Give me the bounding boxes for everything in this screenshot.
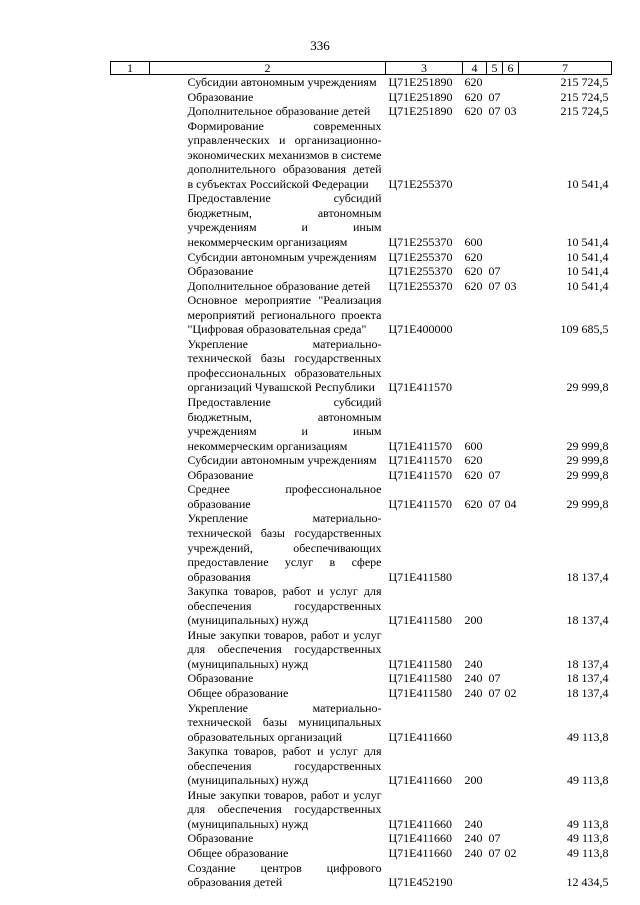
- cell-subsection: [503, 293, 519, 337]
- cell-section: [487, 628, 503, 672]
- cell-subsection: [503, 90, 519, 105]
- cell-amount: 49 113,8: [566, 773, 609, 788]
- cell-subsection: [503, 264, 519, 279]
- cell-expense-type: 620: [464, 453, 483, 468]
- cell-target-code: Ц71Е411570: [388, 438, 453, 453]
- table-row: [111, 453, 612, 468]
- cell-section: [487, 395, 503, 453]
- cell-subsection: [503, 744, 519, 788]
- header-col-7: 7: [519, 62, 612, 75]
- cell-section: [487, 293, 503, 337]
- cell-index: [111, 191, 150, 249]
- cell-amount: 49 113,8: [566, 729, 609, 744]
- cell-name: Образование: [187, 671, 254, 686]
- cell-index: [111, 293, 150, 337]
- cell-name: Создание центров цифрового образования детей: [187, 860, 382, 890]
- cell-amount: 18 137,4: [566, 613, 609, 628]
- cell-subsection: 02: [504, 685, 517, 700]
- cell-section: 07: [488, 89, 501, 104]
- cell-target-code: Ц71Е411660: [388, 845, 453, 860]
- cell-expense-type: 240: [464, 685, 483, 700]
- table-row: [111, 395, 612, 453]
- cell-section: [487, 453, 503, 468]
- cell-section: 07: [488, 671, 501, 686]
- table-row: [111, 90, 612, 105]
- cell-name: Укрепление материально-технической базы государственных профессиональных образовательных организаций Чувашской Республики: [187, 336, 382, 395]
- cell-name: Субсидии автономным учреждениям: [187, 75, 377, 89]
- cell-index: [111, 337, 150, 395]
- cell-name: Субсидии автономным учреждениям: [187, 249, 377, 264]
- table-row: [111, 846, 612, 861]
- cell-section: [487, 250, 503, 265]
- header-col-5: 5: [487, 62, 503, 75]
- cell-amount: 29 999,8: [566, 438, 609, 453]
- header-col-6: 6: [503, 62, 519, 75]
- cell-subsection: [503, 584, 519, 628]
- cell-index: [111, 831, 150, 846]
- cell-section: [487, 191, 503, 249]
- cell-expense-type: 240: [464, 816, 483, 831]
- cell-index: [111, 468, 150, 483]
- cell-expense-type: [463, 293, 487, 337]
- cell-subsection: [503, 628, 519, 672]
- cell-target-code: Ц71Е411580: [388, 613, 453, 628]
- cell-index: [111, 846, 150, 861]
- cell-target-code: Ц71Е411570: [388, 453, 453, 468]
- cell-section: 07: [488, 685, 501, 700]
- cell-subsection: [503, 119, 519, 192]
- cell-amount: 10 541,4: [566, 278, 609, 293]
- cell-expense-type: 620: [464, 89, 483, 104]
- table-row: [111, 628, 612, 672]
- table-row: [111, 250, 612, 265]
- table-row: [111, 279, 612, 294]
- header-col-4: 4: [463, 62, 487, 75]
- cell-section: [487, 788, 503, 832]
- cell-subsection: [503, 788, 519, 832]
- cell-index: [111, 671, 150, 686]
- cell-subsection: [503, 191, 519, 249]
- cell-expense-type: 620: [464, 496, 483, 511]
- cell-index: [111, 788, 150, 832]
- cell-name: Предоставление субсидий бюджетным, автономным учреждениям и иным некоммерческим организациям: [187, 395, 382, 453]
- table-row: [111, 104, 612, 119]
- cell-target-code: Ц71Е452190: [388, 875, 453, 890]
- cell-section: [487, 744, 503, 788]
- cell-name: Образование: [187, 264, 254, 279]
- cell-name: Субсидии автономным учреждениям: [187, 453, 377, 468]
- cell-expense-type: [463, 861, 487, 890]
- cell-section: [487, 119, 503, 192]
- cell-name: Укрепление материально-технической базы муниципальных образовательных организаций: [187, 700, 382, 744]
- cell-target-code: Ц71Е251890: [388, 104, 453, 119]
- cell-index: [111, 511, 150, 584]
- cell-index: [111, 744, 150, 788]
- cell-subsection: [503, 701, 519, 745]
- cell-expense-type: 600: [464, 235, 483, 250]
- cell-name: Основное мероприятие "Реализация мероприятий регионального проекта "Цифровая образовательная среда": [187, 293, 382, 337]
- cell-name: Формирование современных управленческих и организационно-экономических механизмов в системе дополнительного образования детей в субъектах Российской Федерации: [187, 118, 382, 191]
- cell-amount: 18 137,4: [566, 656, 609, 671]
- cell-subsection: [503, 511, 519, 584]
- cell-target-code: Ц71Е255370: [388, 278, 453, 293]
- cell-subsection: 02: [504, 845, 517, 860]
- table-row: [111, 482, 612, 511]
- cell-amount: 49 113,8: [566, 831, 609, 846]
- table-row: [111, 861, 612, 890]
- cell-expense-type: 240: [464, 656, 483, 671]
- cell-target-code: Ц71Е411570: [388, 467, 453, 482]
- cell-target-code: Ц71Е411580: [388, 656, 453, 671]
- cell-expense-type: [463, 701, 487, 745]
- cell-name: Дополнительное образование детей: [187, 104, 371, 119]
- cell-name: Дополнительное образование детей: [187, 278, 371, 293]
- cell-expense-type: 240: [464, 831, 483, 846]
- cell-subsection: [503, 395, 519, 453]
- header-col-2: 2: [150, 62, 386, 75]
- cell-name: Укрепление материально-технической базы государственных учреждений, обеспечивающих предоставление услуг в сфере образования: [187, 511, 382, 584]
- cell-section: 07: [488, 831, 501, 846]
- cell-section: 07: [488, 496, 501, 511]
- cell-amount: 10 541,4: [566, 264, 609, 279]
- cell-subsection: [503, 468, 519, 483]
- cell-name: Иные закупки товаров, работ и услуг для обеспечения государственных (муниципальных) нужд: [187, 787, 382, 831]
- cell-section: 07: [488, 104, 501, 119]
- cell-target-code: Ц71Е411580: [388, 685, 453, 700]
- cell-amount: 18 137,4: [566, 671, 609, 686]
- table-row: [111, 75, 612, 90]
- cell-subsection: [503, 831, 519, 846]
- cell-subsection: [503, 250, 519, 265]
- cell-name: Закупка товаров, работ и услуг для обеспечения государственных (муниципальных) нужд: [187, 584, 382, 628]
- cell-name: Образование: [187, 467, 254, 482]
- cell-name: Среднее профессиональное образование: [187, 482, 382, 511]
- cell-index: [111, 279, 150, 294]
- cell-target-code: Ц71Е251890: [388, 89, 453, 104]
- cell-expense-type: 200: [464, 773, 483, 788]
- cell-expense-type: [463, 337, 487, 395]
- cell-subsection: [503, 671, 519, 686]
- cell-index: [111, 701, 150, 745]
- cell-name: Закупка товаров, работ и услуг для обеспечения государственных (муниципальных) нужд: [187, 744, 382, 788]
- cell-target-code: Ц71Е411660: [388, 729, 453, 744]
- cell-index: [111, 453, 150, 468]
- cell-amount: 10 541,4: [566, 249, 609, 264]
- cell-amount: 215 724,5: [560, 104, 609, 119]
- cell-section: [487, 584, 503, 628]
- cell-section: [487, 75, 503, 90]
- cell-amount: 109 685,5: [560, 322, 609, 337]
- table-row: [111, 264, 612, 279]
- cell-target-code: Ц71Е400000: [388, 322, 453, 337]
- table-row: [111, 337, 612, 395]
- cell-expense-type: [463, 511, 487, 584]
- cell-target-code: Ц71Е411580: [388, 569, 453, 584]
- cell-index: [111, 584, 150, 628]
- cell-amount: 49 113,8: [566, 816, 609, 831]
- cell-index: [111, 628, 150, 672]
- cell-index: [111, 686, 150, 701]
- table-row: [111, 686, 612, 701]
- cell-target-code: Ц71Е411660: [388, 816, 453, 831]
- cell-name: Общее образование: [187, 845, 289, 860]
- cell-expense-type: 620: [464, 278, 483, 293]
- cell-amount: 215 724,5: [560, 89, 609, 104]
- cell-target-code: Ц71Е255370: [388, 176, 453, 191]
- header-col-1: 1: [111, 62, 150, 75]
- cell-index: [111, 75, 150, 90]
- cell-name: Иные закупки товаров, работ и услуг для обеспечения государственных (муниципальных) нужд: [187, 627, 382, 671]
- cell-expense-type: 620: [464, 104, 483, 119]
- cell-name: Образование: [187, 89, 254, 104]
- table-row: [111, 119, 612, 192]
- cell-target-code: Ц71Е255370: [388, 264, 453, 279]
- page-number: 336: [310, 38, 330, 53]
- cell-subsection: 04: [504, 496, 517, 511]
- cell-target-code: Ц71Е411570: [388, 380, 453, 395]
- cell-index: [111, 482, 150, 511]
- cell-name: Предоставление субсидий бюджетным, автономным учреждениям и иным некоммерческим организациям: [187, 191, 382, 250]
- cell-subsection: 03: [504, 104, 517, 119]
- cell-section: [487, 861, 503, 890]
- cell-target-code: Ц71Е411570: [388, 496, 453, 511]
- cell-section: [487, 701, 503, 745]
- table-row: [111, 511, 612, 584]
- table-row: [111, 788, 612, 832]
- cell-amount: 29 999,8: [566, 380, 609, 395]
- cell-amount: 18 137,4: [566, 569, 609, 584]
- cell-index: [111, 90, 150, 105]
- table-row: [111, 293, 612, 337]
- table-row: [111, 744, 612, 788]
- header-row: [111, 62, 612, 75]
- table-row: [111, 191, 612, 249]
- cell-index: [111, 119, 150, 192]
- cell-amount: 12 434,5: [566, 875, 609, 890]
- table-row: [111, 671, 612, 686]
- cell-expense-type: 600: [464, 438, 483, 453]
- cell-section: 07: [488, 845, 501, 860]
- cell-subsection: [503, 861, 519, 890]
- cell-expense-type: 620: [464, 467, 483, 482]
- cell-section: [487, 337, 503, 395]
- cell-target-code: Ц71Е255370: [388, 235, 453, 250]
- header-col-3: 3: [386, 62, 463, 75]
- table-row: [111, 468, 612, 483]
- cell-amount: 49 113,8: [566, 845, 609, 860]
- cell-target-code: Ц71Е411660: [388, 831, 453, 846]
- cell-section: 07: [488, 264, 501, 279]
- budget-table: [110, 61, 612, 890]
- cell-target-code: Ц71Е255370: [388, 249, 453, 264]
- cell-amount: 29 999,8: [566, 467, 609, 482]
- cell-section: [487, 511, 503, 584]
- cell-amount: 29 999,8: [566, 496, 609, 511]
- table-row: [111, 831, 612, 846]
- cell-index: [111, 264, 150, 279]
- cell-subsection: [503, 453, 519, 468]
- cell-expense-type: 240: [464, 671, 483, 686]
- cell-expense-type: 620: [464, 264, 483, 279]
- cell-section: 07: [488, 467, 501, 482]
- table-row: [111, 701, 612, 745]
- cell-name: Общее образование: [187, 685, 289, 700]
- cell-index: [111, 861, 150, 890]
- cell-subsection: [503, 337, 519, 395]
- cell-target-code: Ц71Е411660: [388, 773, 453, 788]
- cell-subsection: 03: [504, 278, 517, 293]
- cell-index: [111, 395, 150, 453]
- cell-expense-type: 200: [464, 613, 483, 628]
- cell-amount: 18 137,4: [566, 685, 609, 700]
- cell-index: [111, 250, 150, 265]
- cell-index: [111, 104, 150, 119]
- cell-amount: 10 541,4: [566, 176, 609, 191]
- cell-expense-type: [463, 119, 487, 192]
- cell-amount: 215 724,5: [560, 75, 609, 89]
- cell-amount: 29 999,8: [566, 453, 609, 468]
- cell-expense-type: 620: [464, 249, 483, 264]
- cell-expense-type: 620: [464, 75, 483, 89]
- cell-target-code: Ц71Е411580: [388, 671, 453, 686]
- cell-expense-type: 240: [464, 845, 483, 860]
- cell-name: Образование: [187, 831, 254, 846]
- cell-amount: 10 541,4: [566, 235, 609, 250]
- cell-target-code: Ц71Е251890: [388, 75, 453, 89]
- cell-subsection: [503, 75, 519, 90]
- table-row: [111, 584, 612, 628]
- cell-section: 07: [488, 278, 501, 293]
